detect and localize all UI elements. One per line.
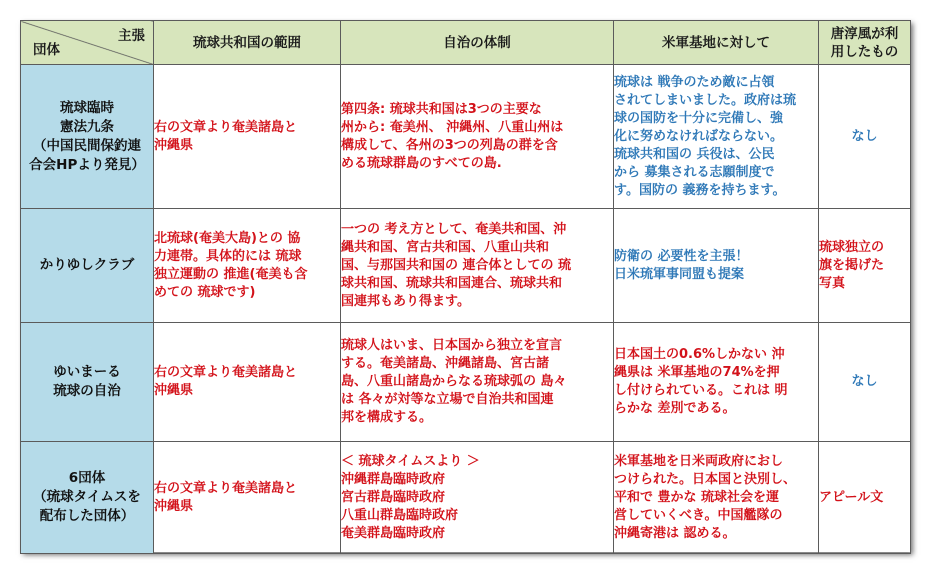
scope-line: 力連帯。具体的には 琉球 bbox=[154, 248, 302, 264]
used-by-line: 旗を掲げた bbox=[819, 257, 885, 273]
governance-line: 国連邦もあり得ます。 bbox=[341, 293, 470, 309]
used-by-header-line: 唐淳風が利 bbox=[830, 25, 899, 42]
group-name-line: （中国民間保釣連 bbox=[33, 137, 141, 154]
bases-cell bbox=[614, 442, 819, 554]
scope-line: めての 琉球です) bbox=[154, 284, 256, 300]
ryukyu-independence-comparison-table bbox=[20, 20, 911, 554]
governance-line: 宮古群島臨時政府 bbox=[341, 489, 446, 505]
group-name-cell bbox=[21, 323, 154, 442]
used-by-line: アピール文 bbox=[819, 489, 884, 505]
group-name-cell bbox=[21, 442, 154, 554]
governance-line: 構成して、各州の3つの列島の群を含 bbox=[341, 137, 558, 153]
bases-line: す。国防の 義務を持ちます。 bbox=[614, 182, 786, 198]
group-name-line: （琉球タイムスを bbox=[33, 489, 141, 505]
group-name-line: ゆいまーる bbox=[53, 364, 121, 380]
governance-line: 琉球人はいま、日本国から独立を宣言 bbox=[341, 338, 563, 353]
comparison-table-frame bbox=[20, 20, 910, 552]
bases-line: から 募集される志願制度で bbox=[614, 164, 775, 180]
scope-cell bbox=[154, 442, 341, 554]
used-by-line: 写真 bbox=[819, 275, 846, 291]
bases-line: 営していくべき。中国艦隊の bbox=[614, 507, 783, 523]
bases-line: 琉球共和国の 兵役は、公民 bbox=[614, 146, 775, 162]
group-axis-label: 団体 bbox=[33, 42, 60, 58]
governance-line: 八重山群島臨時政府 bbox=[341, 507, 459, 523]
table-row bbox=[21, 442, 911, 554]
header-row bbox=[21, 21, 911, 65]
governance-line: 縄共和国、宮古共和国、八重山共和 bbox=[341, 239, 550, 255]
governance-line: 国、与那国共和国の 連合体としての 琉 bbox=[341, 257, 572, 273]
scope-cell bbox=[154, 323, 341, 442]
corner-header-cell bbox=[21, 21, 154, 65]
governance-cell bbox=[341, 442, 614, 554]
scope-line: 右の文章より奄美諸島と bbox=[154, 480, 298, 496]
bases-cell bbox=[614, 209, 819, 323]
used-by-cell bbox=[819, 209, 911, 323]
governance-line: 沖縄群島臨時政府 bbox=[341, 471, 446, 487]
table-row bbox=[21, 209, 911, 323]
group-name-line: 琉球の自治 bbox=[53, 383, 121, 399]
governance-line: は 各々が対等な立場で自治共和国連 bbox=[341, 392, 554, 407]
scope-cell bbox=[154, 209, 341, 323]
used-by-column-header bbox=[819, 21, 911, 65]
used-by-line: なし bbox=[851, 128, 878, 144]
governance-line: 球共和国、琉球共和国連合、琉球共和 bbox=[341, 275, 563, 291]
scope-cell bbox=[154, 65, 341, 209]
scope-line: 独立運動の 推進(奄美も含 bbox=[154, 266, 308, 282]
bases-line: 防衛の 必要性を主張！ bbox=[614, 248, 749, 264]
group-name-line: 合会HPより発見） bbox=[29, 156, 145, 173]
table-row bbox=[21, 65, 911, 209]
group-name-cell bbox=[21, 65, 154, 209]
bases-line: 米軍基地を日米両政府におし bbox=[614, 453, 784, 469]
scope-line: 右の文章より奄美諸島と bbox=[154, 365, 298, 380]
governance-line: 一つの 考え方として、奄美共和国、沖 bbox=[341, 221, 567, 237]
bases-line: つけられた。日本国と決別し、 bbox=[614, 471, 797, 487]
governance-line: 邦を構成する。 bbox=[341, 410, 433, 425]
governance-cell bbox=[341, 209, 614, 323]
scope-column-header: 琉球共和国の範囲 bbox=[154, 21, 341, 65]
bases-line: 縄県は 米軍基地の74%を押 bbox=[614, 365, 780, 380]
bases-line: 日本国土の0.6%しかない 沖 bbox=[614, 347, 785, 362]
scope-line: 右の文章より奄美諸島と bbox=[154, 119, 298, 135]
bases-line: 化に努めなければならない。 bbox=[614, 128, 784, 144]
bases-line: されてしまいました。政府は琉 bbox=[614, 92, 797, 108]
group-name-line: 配布した団体） bbox=[39, 508, 135, 524]
governance-cell bbox=[341, 323, 614, 442]
group-name-line: 6団体 bbox=[68, 470, 106, 486]
governance-column-header: 自治の体制 bbox=[341, 21, 614, 65]
group-name-cell bbox=[21, 209, 154, 323]
governance-line: 州から: 奄美州、 沖縄州、八重山州は bbox=[341, 119, 564, 135]
claim-axis-label: 主張 bbox=[118, 28, 145, 44]
used-by-cell bbox=[819, 323, 911, 442]
governance-line: ＜ 琉球タイムスより ＞ bbox=[341, 453, 480, 469]
used-by-cell bbox=[819, 65, 911, 209]
bases-line: し付けられている。これは 明 bbox=[614, 383, 788, 398]
scope-line: 沖縄県 bbox=[154, 383, 194, 398]
group-name-line: かりゆしクラブ bbox=[39, 257, 135, 273]
governance-line: 第四条: 琉球共和国は3つの主要な bbox=[341, 101, 542, 117]
scope-line: 沖縄県 bbox=[154, 137, 194, 153]
group-name-line: 琉球臨時 bbox=[60, 99, 114, 116]
bases-line: 沖縄寄港は 認める。 bbox=[614, 525, 736, 541]
bases-line: 琉球は 戦争のため敵に占領 bbox=[614, 74, 775, 90]
used-by-cell bbox=[819, 442, 911, 554]
governance-line: 奄美群島臨時政府 bbox=[341, 525, 446, 541]
governance-line: する。奄美諸島、沖縄諸島、宮古諸 bbox=[341, 356, 550, 371]
used-by-line: 琉球独立の bbox=[819, 239, 885, 255]
governance-line: 島、八重山諸島からなる琉球弧の 島々 bbox=[341, 374, 567, 389]
used-by-line: なし bbox=[851, 374, 878, 389]
bases-cell bbox=[614, 323, 819, 442]
bases-line: 平和で 豊かな 琉球社会を運 bbox=[614, 489, 780, 505]
group-name-line: 憲法九条 bbox=[60, 118, 114, 135]
scope-line: 北琉球(奄美大島)との 協 bbox=[154, 230, 301, 246]
governance-line: める琉球群島のすべての島. bbox=[341, 155, 502, 171]
bases-line: らかな 差別である。 bbox=[614, 401, 736, 416]
used-by-header-line: 用したもの bbox=[830, 43, 899, 60]
governance-cell bbox=[341, 65, 614, 209]
table-row bbox=[21, 323, 911, 442]
scope-line: 沖縄県 bbox=[154, 498, 194, 514]
bases-line: 球の国防を十分に完備し、強 bbox=[614, 110, 784, 126]
bases-line: 日米琉軍事同盟も提案 bbox=[614, 266, 745, 282]
bases-column-header: 米軍基地に対して bbox=[614, 21, 819, 65]
bases-cell bbox=[614, 65, 819, 209]
